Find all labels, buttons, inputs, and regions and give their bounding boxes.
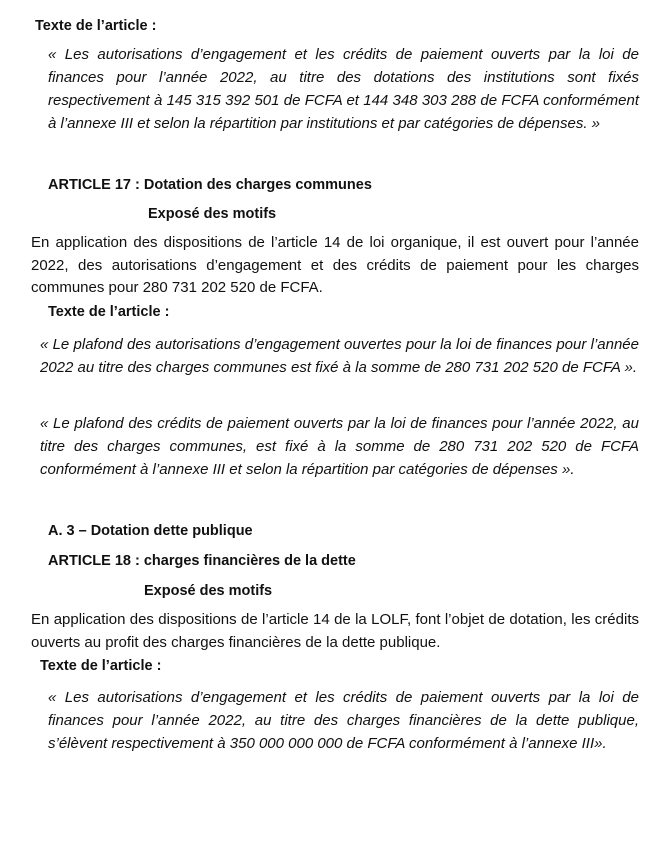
article-17-motifs-text: En application des dispositions de l’article 14 de loi organique, il est ouvert pour l’année 2022, des autorisations d’engagement et des crédits de paiement pour les charges communes pour 280 731 202 520 de FCFA. (31, 234, 639, 296)
texte-article-heading-1: Texte de l’article : (35, 18, 157, 34)
article-quote-institutions: « Les autorisations d’engagement et les crédits de paiement ouverts par la loi de finances pour l’année 2022, au titre des dotations des institutions sont fixés respectivement à 145 315 392 501 de FCFA et 144 348 303 288 de FCFA conformément à l’annexe III et selon la répartition par institutions et par catégories de dépenses. » (48, 46, 639, 132)
article-17-quote-paiement: « Le plafond des crédits de paiement ouverts par la loi de finances pour l’année 2022, au titre des charges communes, est fixé à la somme de 280 731 202 520 de FCFA conformément à l’annexe III et selon la répartition par catégories de dépenses ». (40, 415, 639, 478)
section-a3-title: A. 3 – Dotation dette publique (48, 523, 253, 539)
article-18-texte-heading: Texte de l’article : (40, 658, 162, 674)
article-17-motifs-heading: Exposé des motifs (148, 206, 277, 222)
article-18-title: ARTICLE 18 : charges financières de la dette (48, 553, 356, 569)
article-17-texte-heading: Texte de l’article : (48, 304, 170, 320)
article-18-quote: « Les autorisations d’engagement et les crédits de paiement ouverts par la loi de finances pour l’année 2022, au titre des charges financières de la dette publique, s’élèvent respectivement à 350 000 000 000 de FCFA conformément à l’annexe III». (48, 689, 639, 752)
article-18-motifs-heading: Exposé des motifs (144, 583, 273, 599)
article-17-title: ARTICLE 17 : Dotation des charges communes (48, 177, 372, 193)
article-17-quote-engagement: « Le plafond des autorisations d’engagement ouvertes pour la loi de finances pour l’année 2022 au titre des charges communes est fixé à la somme de 280 731 202 520 de FCFA ». (40, 336, 639, 376)
article-18-motifs-text: En application des dispositions de l’article 14 de la LOLF, font l’objet de dotation, les crédits ouverts au profit des charges financières de la dette publique. (31, 611, 639, 651)
